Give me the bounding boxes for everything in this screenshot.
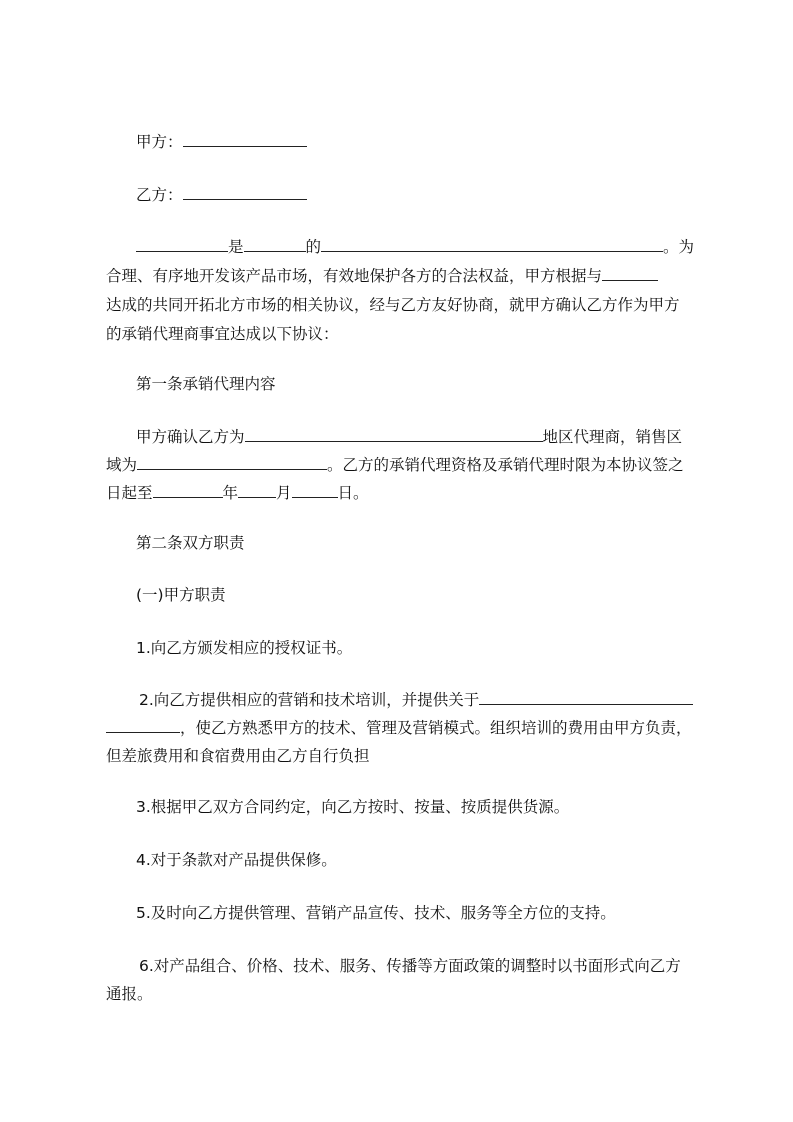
duty-item-5: 5.及时向乙方提供管理、营销产品宣传、技术、服务等全方位的支持。: [136, 904, 616, 922]
intro-line-2: [106, 266, 706, 286]
month-label: 月: [276, 484, 292, 502]
party-a-line: [136, 132, 706, 152]
duty-item-6-line-2: 通报。: [106, 985, 153, 1003]
intro-text-1: 是: [228, 238, 244, 256]
duty-item-2-text-a: 2.向乙方提供相应的营销和技术培训，并提供关于: [139, 691, 480, 709]
duty-item-2-text-b: ，使乙方熟悉甲方的技术、管理及营销模式。组织培训的费用由甲方负责，: [180, 719, 692, 737]
article-1-line-3: [106, 483, 706, 503]
intro-blank-3: [321, 237, 663, 252]
intro-line-3: 达成的共同开拓北方市场的相关协议，经与乙方友好协商，就甲方确认乙方作为甲方: [106, 296, 680, 314]
intro-blank-1: [136, 237, 228, 252]
year-blank: [153, 483, 223, 498]
duty-item-1: 1.向乙方颁发相应的授权证书。: [136, 639, 353, 657]
article-1-heading: 第一条承销代理内容: [136, 375, 276, 393]
article-1-line-1: [136, 427, 706, 447]
party-b-line: [136, 185, 706, 205]
training-blank-1: [479, 690, 693, 705]
duty-item-2-line-2: [106, 718, 706, 738]
sales-area-blank: [137, 455, 327, 470]
region-blank: [245, 427, 543, 442]
party-a-blank: [183, 132, 307, 147]
intro-blank-4: [602, 266, 658, 281]
duty-item-2-line-3: 但差旅费用和食宿费用由乙方自行负担: [106, 747, 370, 765]
duty-item-6-line-1: 6.对产品组合、价格、技术、服务、传播等方面政策的调整时以书面形式向乙方: [139, 957, 681, 975]
article-1-text-c: 域为: [106, 456, 138, 474]
day-label: 日。: [337, 484, 369, 502]
duty-item-4: 4.对于条款对产品提供保修。: [136, 851, 337, 869]
training-blank-2: [106, 718, 180, 733]
party-b-blank: [183, 185, 307, 200]
article-1-text-d: 。乙方的承销代理资格及承销代理时限为本协议签之: [327, 456, 684, 474]
duty-item-3: 3.根据甲乙双方合同约定，向乙方按时、按量、按质提供货源。: [136, 798, 570, 816]
intro-line-1: [136, 237, 706, 257]
party-b-label: 乙方：: [136, 186, 183, 204]
duty-item-2-line-1: [139, 690, 706, 710]
article-1-line-2: [106, 455, 706, 475]
intro-text-3: 。为: [663, 238, 695, 256]
intro-blank-2: [244, 237, 306, 252]
article-1-text-e: 日起至: [106, 484, 153, 502]
party-a-duties-heading: (一)甲方职责: [136, 586, 226, 604]
intro-text-2: 的: [305, 238, 322, 256]
article-2-heading: 第二条双方职责: [136, 534, 245, 552]
intro-line-4: 的承销代理商事宜达成以下协议：: [106, 325, 339, 343]
article-1-text-b: 地区代理商，销售区: [542, 428, 683, 446]
month-blank: [238, 483, 276, 498]
article-1-text-a: 甲方确认乙方为: [136, 428, 245, 446]
intro-text-line2: 合理、有序地开发该产品市场，有效地保护各方的合法权益，甲方根据与: [106, 267, 603, 285]
year-label: 年: [222, 484, 239, 502]
day-blank: [292, 483, 338, 498]
party-a-label: 甲方：: [136, 133, 183, 151]
